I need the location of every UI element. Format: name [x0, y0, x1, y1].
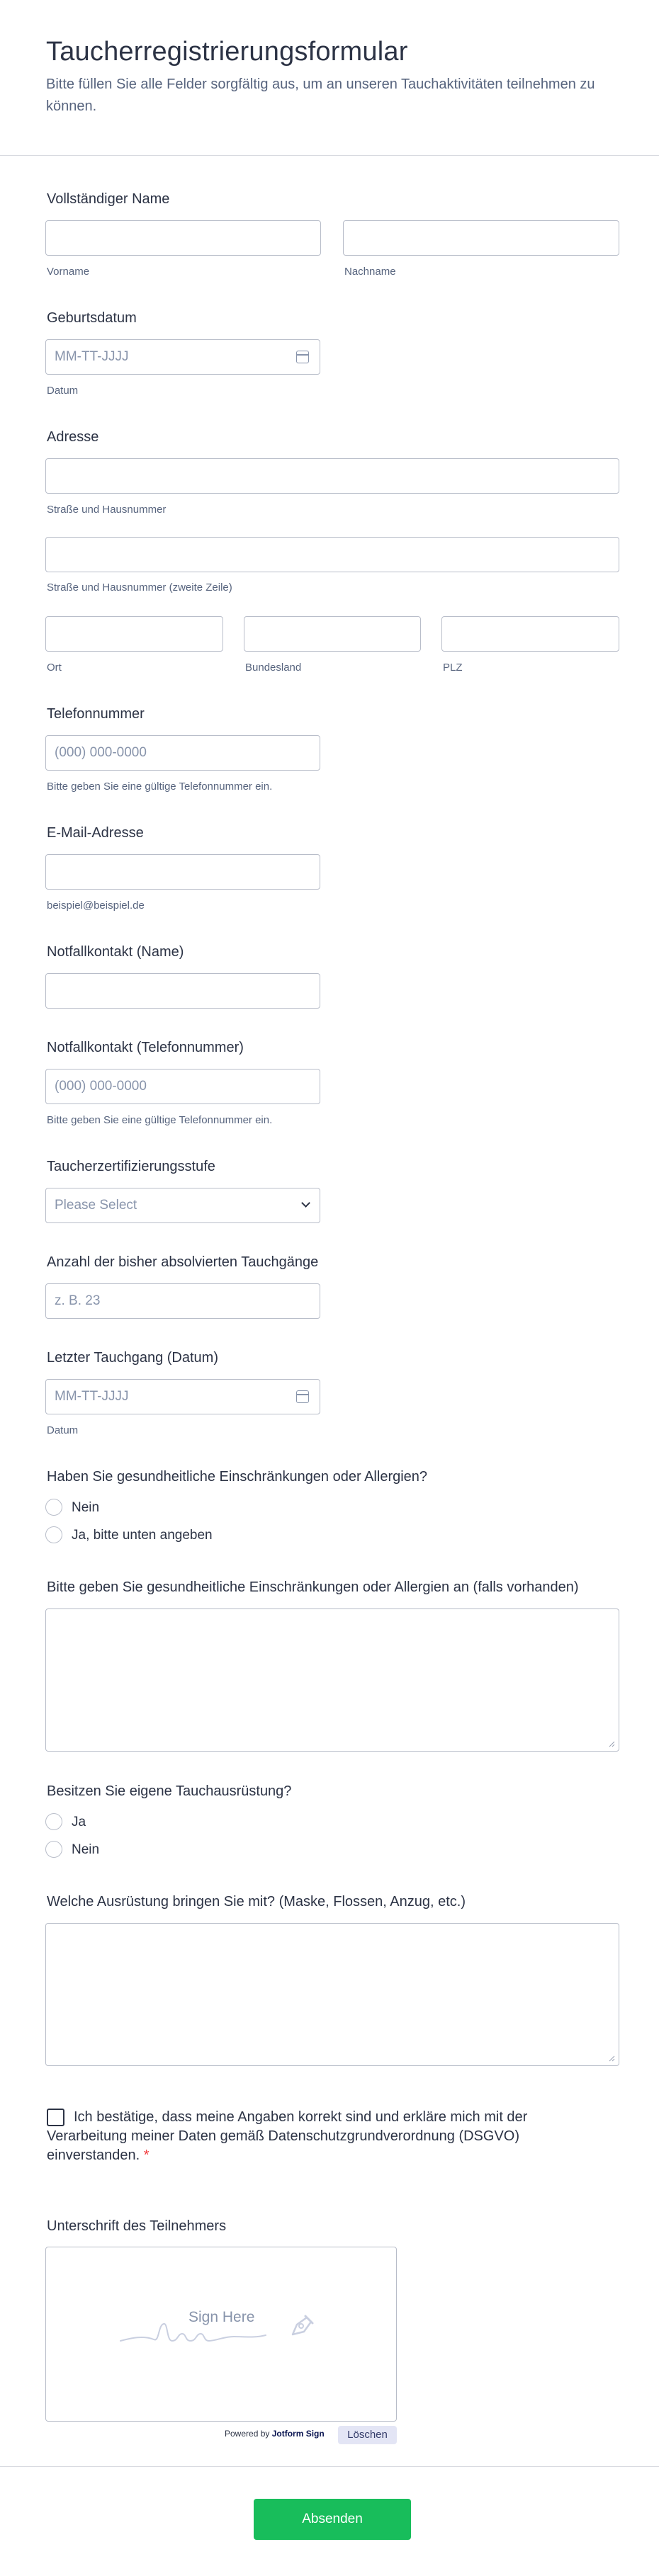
certification-label: Taucherzertifizierungsstufe	[47, 1159, 215, 1174]
last-name-sublabel: Nachname	[344, 266, 396, 278]
emergency-name-input[interactable]	[45, 973, 320, 1009]
zip-sublabel: PLZ	[443, 662, 463, 674]
health-radio-yes[interactable]	[45, 1526, 62, 1543]
health-option-no[interactable]: Nein	[72, 1500, 100, 1515]
first-name-sublabel: Vorname	[47, 266, 90, 278]
state-input[interactable]	[244, 616, 421, 652]
pen-icon	[287, 2310, 317, 2340]
emergency-name-label: Notfallkontakt (Name)	[47, 944, 184, 960]
clear-signature-button[interactable]: Löschen	[338, 2426, 397, 2444]
submit-button[interactable]: Absenden	[254, 2499, 411, 2540]
last-dive-sublabel: Datum	[47, 1424, 79, 1436]
consent-label: Ich bestätige, dass meine Angaben korrekt sind und erkläre mich mit der Verarbeitung meiner Daten gemäß Datenschutzgrundverordnung (DSGVO) einverstanden.	[47, 2109, 528, 2163]
city-input[interactable]	[45, 616, 223, 652]
full-name-label: Vollständiger Name	[47, 191, 170, 207]
email-sublabel: beispiel@beispiel.de	[47, 900, 145, 912]
emergency-phone-label: Notfallkontakt (Telefonnummer)	[47, 1040, 244, 1055]
street-input[interactable]	[45, 458, 619, 494]
certification-selected-value: Please Select	[55, 1198, 137, 1213]
birth-date-input[interactable]	[45, 339, 320, 375]
phone-sublabel: Bitte geben Sie eine gültige Telefonnummer ein.	[47, 781, 273, 793]
signature-label: Unterschrift des Teilnehmers	[47, 2218, 227, 2234]
last-name-input[interactable]	[343, 220, 619, 256]
dive-count-input[interactable]	[45, 1283, 320, 1319]
health-details-label: Bitte geben Sie gesundheitliche Einschränkungen oder Allergien an (falls vorhanden)	[47, 1579, 579, 1595]
last-dive-input[interactable]	[45, 1379, 320, 1414]
phone-label: Telefonnummer	[47, 706, 145, 722]
email-input[interactable]	[45, 854, 320, 890]
equipment-radio-yes[interactable]	[45, 1813, 62, 1830]
equipment-option-no[interactable]: Nein	[72, 1842, 100, 1857]
equipment-details-label: Welche Ausrüstung bringen Sie mit? (Maske, Flossen, Anzug, etc.)	[47, 1894, 466, 1910]
health-details-textarea[interactable]	[45, 1608, 619, 1752]
emergency-phone-input[interactable]	[45, 1069, 320, 1104]
zip-input[interactable]	[441, 616, 619, 652]
footer-divider	[0, 2466, 659, 2467]
calendar-icon[interactable]	[296, 351, 309, 363]
calendar-icon[interactable]	[296, 1390, 309, 1403]
equipment-option-yes[interactable]: Ja	[72, 1815, 86, 1829]
health-radio-no[interactable]	[45, 1499, 62, 1516]
email-label: E-Mail-Adresse	[47, 825, 144, 841]
resize-handle-icon[interactable]	[608, 2055, 615, 2062]
required-mark: *	[143, 2147, 150, 2163]
equipment-details-textarea[interactable]	[45, 1923, 619, 2066]
phone-input[interactable]	[45, 735, 320, 771]
powered-by-text	[225, 2429, 325, 2439]
street-sublabel: Straße und Hausnummer	[47, 504, 167, 516]
powered-prefix: Powered by	[225, 2429, 270, 2439]
equipment-radio-no[interactable]	[45, 1841, 62, 1858]
emergency-phone-sublabel: Bitte geben Sie eine gültige Telefonnummer ein.	[47, 1114, 273, 1126]
state-sublabel: Bundesland	[245, 662, 302, 674]
birth-date-label: Geburtsdatum	[47, 310, 137, 326]
equipment-label: Besitzen Sie eigene Tauchausrüstung?	[47, 1783, 292, 1799]
first-name-input[interactable]	[45, 220, 321, 256]
form-title: Taucherregistrierungsformular	[46, 37, 408, 67]
form-subtitle: Bitte füllen Sie alle Felder sorgfältig aus, um an unseren Tauchaktivitäten teilnehmen zu können.	[46, 76, 595, 114]
street2-input[interactable]	[45, 537, 619, 572]
dive-count-label: Anzahl der bisher absolvierten Tauchgänge	[47, 1254, 319, 1270]
city-sublabel: Ort	[47, 662, 62, 674]
address-label: Adresse	[47, 429, 99, 445]
resize-handle-icon[interactable]	[608, 1740, 615, 1747]
powered-brand: Jotform Sign	[271, 2429, 325, 2439]
header-divider	[0, 155, 659, 156]
sign-here-placeholder: Sign Here	[188, 2309, 255, 2325]
consent-text	[47, 2108, 585, 2165]
street2-sublabel: Straße und Hausnummer (zweite Zeile)	[47, 581, 232, 594]
certification-select[interactable]	[45, 1188, 320, 1223]
health-option-yes[interactable]: Ja, bitte unten angeben	[72, 1528, 213, 1543]
last-dive-label: Letzter Tauchgang (Datum)	[47, 1350, 218, 1366]
birth-date-sublabel: Datum	[47, 385, 79, 397]
health-label: Haben Sie gesundheitliche Einschränkungen oder Allergien?	[47, 1469, 428, 1485]
